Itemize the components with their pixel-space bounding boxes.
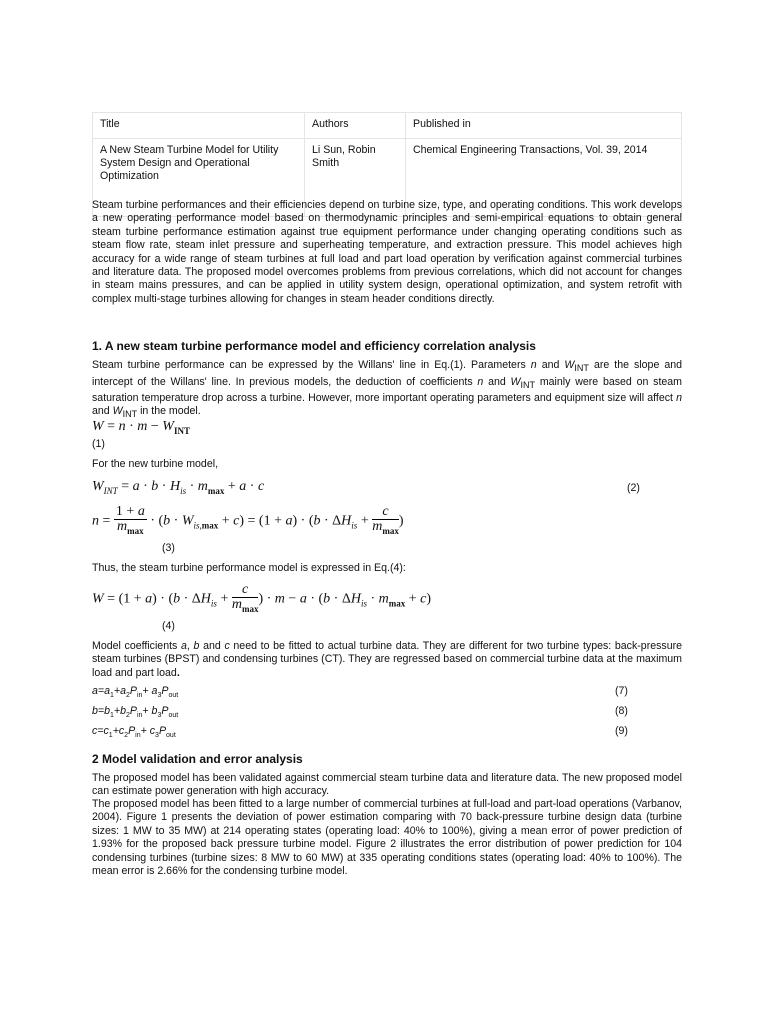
paper-title: A New Steam Turbine Model for Utility System Design and Operational Optimization [93, 139, 305, 217]
paper-authors: Li Sun, Robin Smith [305, 139, 406, 217]
equation-8-number: (8) [615, 705, 628, 717]
equation-3-number: (3) [162, 542, 175, 554]
header-title: Title [93, 113, 305, 139]
equation-7-number: (7) [615, 685, 628, 697]
equation-4: $W = (1 + a) \cdot (b \cdot \Delta H_{is}$ + $\frac{c}{m_{max}}$ ) · $m - a \cdot (b \cdot \Delta H_{is} \cdot m_{max} + c)$ [92, 582, 432, 614]
equation-1-number: (1) [92, 438, 105, 450]
abstract-paragraph: Steam turbine performances and their efficiencies depend on turbine size, type, and operating conditions. This work develops a new operating performance model based on thermodynamic principles and semi-empirical equations to obtain general steam turbine performance estimation against true equipment performance under changing operating conditions such as steam flow rate, steam inlet pressure and superheating temperature, and extraction pressure. This model achieves high accuracy for a wide range of steam turbines at full load and part load operation by verification against commercial turbines and literature data. The proposed model overcomes problems from previous correlations, which did not account for changes in steam mains pressures, and can be applied in utility system design, operational optimization, and system retrofit with complex multi-stage turbines allowing for changes in steam header conditions directly. [92, 199, 682, 305]
section1-heading: 1. A new steam turbine performance model and efficiency correlation analysis [92, 339, 536, 353]
equation-1: $W = n \cdot m - W_{INT}$ [92, 419, 190, 436]
header-published: Published in [406, 113, 682, 139]
section2-paragraph-2: The proposed model has been fitted to a large number of commercial turbines at full-load and part-load operations (Varbanov, 2004). Figure 1 presents the deviation of power estimation comparing with 70 back-pressure turbine design data (turbine sizes: 1 MW to 35 MW) at 214 operating states (operating load: 40% to 100%), giving a mean error of power prediction of 1.93% for the proposed back pressure turbine model. Figure 2 illustrates the error distribution of power prediction for 104 condensing turbines (turbine sizes: 8 MW to 60 MW) at 335 operating conditions states (operating load: 40% to 100%). The mean error is 2.66% for the condensing turbine model. [92, 798, 682, 878]
coefficients-paragraph: Model coefficients a, b and c need to be fitted to actual turbine data. They are different for two turbine types: back-pressure steam turbines (BPST) and condensing turbines (CT). They are regressed based on commercial turbine data at the maximum load and part load. [92, 640, 683, 679]
paper-publication: Chemical Engineering Transactions, Vol. 39, 2014 [406, 139, 682, 217]
equation-9-number: (9) [615, 725, 628, 737]
equation-4-number: (4) [162, 620, 175, 632]
section1-paragraph: Steam turbine performance can be expressed by the Willans' line in Eq.(1). Parameters n and $W_{INT}$ are the slope and intercept of the Willans' line. In previous models, the deduction of coefficients n and $W_{INT}$ mainly were based on steam saturation temperature drop across a turbine. However, more important operating parameters and equipment size will affect n and $W_{INT}$ in the model. [92, 359, 683, 420]
equation-2: $W_{INT} = a \cdot b \cdot H_{is} \cdot m_{max} + a \cdot c$ [92, 479, 265, 496]
table-header-row [93, 113, 682, 139]
equation-4-intro: Thus, the steam turbine performance model is expressed in Eq.(4): [92, 562, 406, 574]
header-authors: Authors [305, 113, 406, 139]
equation-7: $a=a_1+a_2P_{in}+ a_3P_{out}$ [92, 685, 179, 700]
equation-9: $c=c_1+c_2P_{in}+ c_3P_{out}$ [92, 725, 176, 740]
equation-8: $b=b_1+b_2P_{in}+ b_3P_{out}$ [92, 705, 179, 720]
equation-3: n = $\frac{1 + a}{m_{max}}$ · $(b \cdot W_{is,max} + c) = (1 + a) \cdot (b \cdot \Delta H_{is}$ + $\frac{c}{m_{max}}$ ) [92, 504, 404, 536]
section2-paragraph-1: The proposed model has been validated against commercial steam turbine data and literature data. The new proposed model can estimate power generation with high accuracy. [92, 772, 682, 798]
section2-heading: 2 Model validation and error analysis [92, 752, 303, 766]
equation-2-number: (2) [627, 482, 640, 494]
new-model-text: For the new turbine model, [92, 458, 219, 470]
